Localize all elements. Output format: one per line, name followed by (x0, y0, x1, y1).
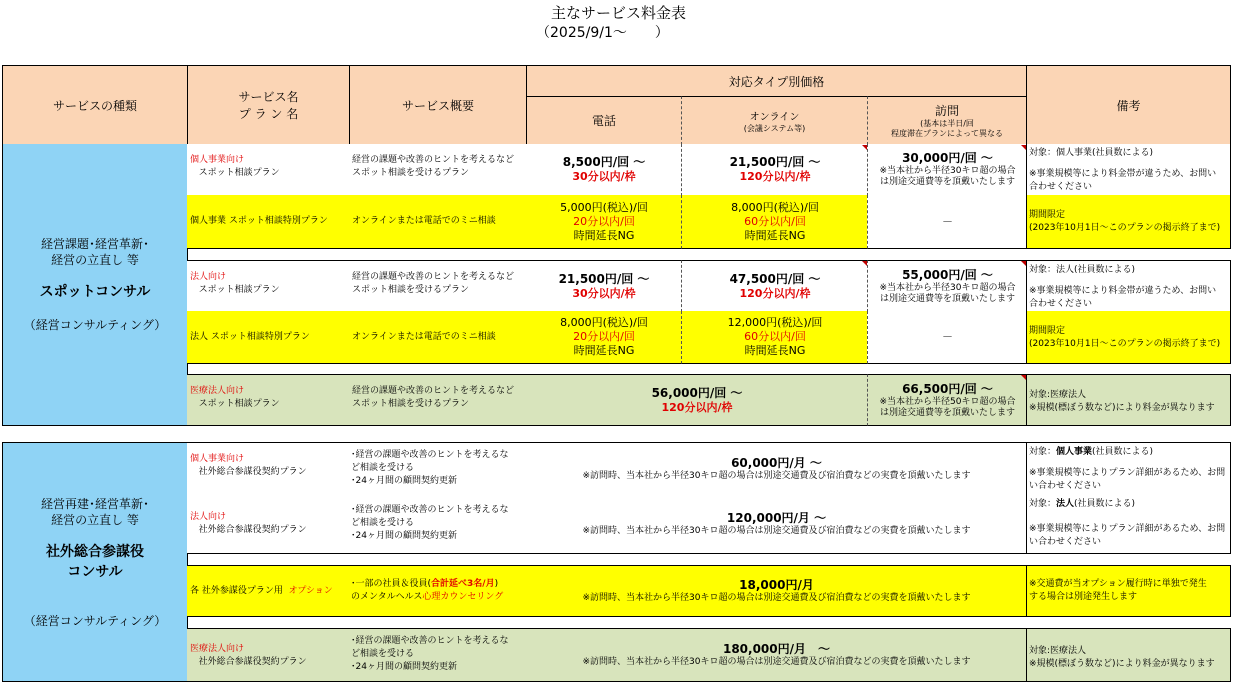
s1-sum2: ど相談を受ける (351, 463, 415, 473)
r3-online-price: 47,500円/回 ～ (729, 271, 821, 286)
header-type: サービスの種類 (2, 65, 188, 145)
s2-rem2: ※事業規模等によりプラン詳細があるため、お問 (1029, 524, 1226, 534)
header-price-by-type: 対応タイプ別価格 (526, 65, 1027, 97)
r2-plan-label: 個人事業 スポット相談特別プラン (190, 216, 328, 226)
r1-phone (526, 144, 682, 196)
r1-summary2: スポット相談を受けるプラン (352, 168, 470, 178)
r4-plan (187, 311, 350, 364)
r5-visit (867, 374, 1027, 426)
r2-rem1: 期間限定 (1029, 210, 1066, 220)
r3-summary1: 経営の課題や改善のヒントを考えるなど (352, 272, 515, 282)
r1-plan (187, 144, 350, 196)
section1-name: スポットコンサル (39, 284, 151, 300)
r5-summary (349, 374, 527, 426)
r3-plan-label: スポット相談プラン (198, 285, 280, 295)
r4-visit-dash: － (942, 330, 953, 343)
s2-sum1: ･経営の課題や改善のヒントを考えるな (351, 505, 509, 515)
r1-remarks (1026, 144, 1231, 196)
r2-summary (349, 195, 527, 249)
header-visit-sub2: 程度滞在プランによって異なる (891, 129, 1003, 138)
section2-line2: 経営の立直し 等 (51, 512, 139, 527)
header-online-sub: (会議システム等) (743, 123, 806, 133)
section1-line2: 経営の立直し 等 (51, 253, 139, 267)
s3-sum1c: ) (494, 579, 499, 589)
r5-visit-price: 66,500円/回 ～ (902, 381, 993, 396)
r5-summary2: スポット相談を受けるプラン (352, 399, 470, 409)
r2-rem2: (2023年10月1日～このプランの掲示終了まで) (1029, 223, 1221, 233)
s2-sum3: ･24ヶ月間の顧問契約更新 (351, 531, 457, 541)
r3-rem2: ※事業規模等により料金帯が違うため、お問い (1029, 286, 1217, 296)
r3-remarks (1026, 260, 1231, 312)
s1-rem1b: 個人事業 (1056, 447, 1093, 457)
r5-tag: 医療法人向け (190, 386, 245, 396)
r3-visit (867, 260, 1027, 312)
r2-phone-price: 5,000円(税込)/回 (560, 200, 648, 214)
r1-visit-price: 30,000円/回 ～ (902, 151, 993, 165)
section2-sub: （経営コンサルティング） (23, 613, 167, 628)
s3-summary (349, 565, 527, 617)
r3-visit-note2: は別途交通費等を頂戴いたします (879, 293, 1015, 304)
s1-plan-label: 社外総合参謀役契約プラン (198, 467, 307, 477)
header-phone: 電話 (526, 96, 682, 145)
s3-sum2b: 心理カウンセリング (422, 592, 504, 602)
r1-rem2: ※事業規模等により料金帯が違うため、お問い (1029, 169, 1217, 179)
r1-summary (349, 144, 527, 196)
r4-remarks (1026, 311, 1231, 364)
header-name-line1: サービス名 (238, 90, 299, 104)
r1-rem1: 対象：個人事業(社員数による) (1029, 148, 1154, 158)
r2-online-price: 8,000円(税込)/回 (731, 200, 819, 214)
s4-sum1: ･経営の課題や改善のヒントを考えるな (351, 636, 509, 646)
r2-phone-note: 時間延長NG (573, 228, 635, 242)
s3-price-note: ※訪問時、当本社から半径30キロ超の場合は別途交通費及び宿泊費などの実費を頂戴いたします (582, 593, 971, 603)
r5-visit-note1: ※当本社から半径50キロ超の場合 (879, 396, 1016, 407)
page-title: 主なサービス料金表 (550, 4, 686, 22)
s1-price (526, 442, 1027, 496)
r4-phone-price: 8,000円(税込)/回 (560, 316, 648, 329)
s2-price-value: 120,000円/月 ～ (726, 511, 827, 525)
r3-summary2: スポット相談を受けるプラン (352, 285, 470, 295)
s3-remarks (1026, 565, 1231, 617)
r1-visit-note2: は別途交通費等を頂戴いたします (879, 177, 1015, 187)
r2-online-note: 時間延長NG (744, 228, 806, 242)
r2-phone (526, 195, 682, 249)
r4-online-note: 時間延長NG (744, 344, 806, 357)
s3-rem2: する場合は別途発生します (1029, 592, 1138, 602)
r3-phone (526, 260, 682, 312)
r1-visit-note1: ※当本社から半径30キロ超の場合 (879, 166, 1016, 176)
r4-visit (867, 311, 1027, 364)
s4-price (526, 628, 1027, 682)
s4-plan (187, 628, 350, 682)
header-visit-label: 訪問 (934, 104, 959, 118)
section1-sub: （経営コンサルティング） (23, 318, 167, 332)
r3-phone-time: 30分以内/枠 (572, 286, 636, 300)
s3-sum1b: 合計延べ3名/月 (431, 579, 495, 589)
s3-rem1: ※交通費が当オプション履行時に単独で発生 (1029, 579, 1207, 589)
r2-visit-dash: － (942, 214, 953, 228)
section2-name2: コンサル (67, 563, 123, 580)
r5-rem2: ※規模(標ぼう数など)により料金が異なります (1029, 403, 1215, 413)
r1-plan-label: スポット相談プラン (198, 168, 280, 178)
header-online-label: オンライン (749, 111, 800, 123)
s3-plan-label: 各 社外参謀役プラン用 (190, 585, 283, 596)
r1-visit (867, 144, 1027, 196)
header-name (187, 65, 350, 145)
s2-rem1c: (社員数による) (1074, 499, 1136, 509)
s2-plan-label: 社外総合参謀役契約プラン (198, 525, 307, 535)
s4-price-note: ※訪問時、当本社から半径30キロ超の場合は別途交通費及び宿泊費などの実費を頂戴いたします (582, 657, 971, 667)
r4-summary (349, 311, 527, 364)
comment-marker (862, 261, 867, 266)
r3-visit-price: 55,000円/回 ～ (902, 267, 993, 282)
r5-price-value: 56,000円/回 ～ (651, 385, 743, 400)
r3-tag: 法人向け (190, 272, 227, 282)
r2-visit (867, 195, 1027, 249)
section2-line1: 経営再建･経営革新･ (40, 496, 149, 511)
section-advisor-consult (2, 442, 188, 682)
r1-online (681, 144, 868, 196)
r3-plan (187, 260, 350, 312)
r4-rem1: 期間限定 (1029, 326, 1066, 336)
s1-rem2: ※事業規模等によりプラン詳細があるため、お問 (1029, 468, 1226, 478)
r4-rem2: (2023年10月1日～このプランの掲示終了まで) (1029, 339, 1221, 349)
r4-online-price: 12,000円(税込)/回 (727, 316, 823, 329)
s2-price-note: ※訪問時、当本社から半径30キロ超の場合は別途交通費及び宿泊費などの実費を頂戴いたします (582, 526, 971, 536)
s3-price (526, 565, 1027, 617)
s1-plan (187, 442, 350, 496)
s3-plan (187, 565, 350, 617)
header-visit (867, 96, 1027, 145)
r1-online-price: 21,500円/回 ～ (729, 155, 821, 169)
r2-summary-label: オンラインまたは電話でのミニ相談 (352, 216, 496, 226)
r4-plan-label: 法人 スポット相談特別プラン (190, 331, 310, 342)
r3-online-time: 120分以内/枠 (739, 286, 811, 300)
r5-remarks (1026, 374, 1231, 426)
s3-sum1a: ･一部の社員＆役員( (351, 579, 432, 589)
s1-rem1a: 対象： (1029, 447, 1057, 457)
s4-price-value: 180,000円/月 ～ (722, 642, 831, 656)
s1-rem1c: (社員数による) (1092, 447, 1154, 457)
r2-phone-time: 20分以内/回 (573, 214, 635, 228)
s3-option: オプション (288, 585, 333, 596)
s1-rem3: い合わせください (1029, 481, 1102, 491)
header-remarks: 備考 (1026, 65, 1231, 145)
r1-rem3: 合わせください (1029, 182, 1093, 192)
r4-phone-time: 20分以内/回 (573, 330, 635, 343)
s4-rem2: ※規模(標ぼう数など)により料金が異なります (1029, 659, 1215, 669)
r1-online-time: 120分以内/枠 (739, 170, 811, 183)
r1-phone-price: 8,500円/回 ～ (562, 155, 646, 169)
r5-rem1: 対象:医療法人 (1029, 390, 1087, 400)
r3-online (681, 260, 868, 312)
s2-summary (349, 495, 527, 554)
r4-phone-note: 時間延長NG (573, 344, 635, 357)
r5-summary1: 経営の課題や改善のヒントを考えるなど (352, 386, 515, 396)
r2-online (681, 195, 868, 249)
header-visit-sub1: (基本は半日/回 (920, 119, 974, 128)
comment-marker (862, 145, 867, 150)
s2-price (526, 495, 1027, 554)
section2-name1: 社外総合参謀役 (46, 543, 144, 560)
r3-rem1: 対象：法人(社員数による) (1029, 265, 1136, 275)
s1-summary (349, 442, 527, 496)
r3-rem3: 合わせください (1029, 299, 1093, 309)
r4-phone (526, 311, 682, 364)
r5-visit-note2: は別途交通費等を頂戴いたします (879, 407, 1015, 418)
r3-summary (349, 260, 527, 312)
r3-phone-price: 21,500円/回 ～ (558, 271, 650, 286)
s2-rem1b: 法人 (1056, 499, 1075, 509)
section1-line1: 経営課題･経営革新･ (40, 237, 149, 251)
r4-summary-label: オンラインまたは電話でのミニ相談 (352, 331, 496, 342)
s1-sum1: ･経営の課題や改善のヒントを考えるな (351, 450, 509, 460)
header-name-line2: プ ラ ン 名 (238, 107, 299, 121)
s2-rem1a: 対象： (1029, 499, 1057, 509)
r5-price (526, 374, 868, 426)
s2-remarks (1026, 495, 1231, 554)
r2-remarks (1026, 195, 1231, 249)
s3-price-value: 18,000円/月 (739, 578, 814, 592)
r4-online (681, 311, 868, 364)
s1-remarks (1026, 442, 1231, 496)
s4-tag: 医療法人向け (190, 644, 245, 654)
s4-sum2: ど相談を受ける (351, 649, 415, 659)
s1-price-note: ※訪問時、当本社から半径30キロ超の場合は別途交通費及び宿泊費などの実費を頂戴いたします (582, 471, 971, 481)
s1-sum3: ･24ヶ月間の顧問契約更新 (351, 476, 457, 486)
s2-rem3: い合わせください (1029, 537, 1102, 547)
header-online (681, 96, 868, 145)
s4-rem1: 対象:医療法人 (1029, 646, 1087, 656)
r5-plan-label: スポット相談プラン (198, 399, 280, 409)
r1-summary1: 経営の課題や改善のヒントを考えるなど (352, 155, 515, 165)
s2-tag: 法人向け (190, 512, 227, 522)
s4-sum3: ･24ヶ月間の顧問契約更新 (351, 662, 457, 672)
s4-summary (349, 628, 527, 682)
r5-price-time: 120分以内/枠 (661, 400, 733, 414)
r1-phone-time: 30分以内/枠 (572, 170, 636, 183)
r4-online-time: 60分以内/回 (744, 330, 806, 343)
s1-tag: 個人事業向け (190, 454, 245, 464)
r5-plan (187, 374, 350, 426)
r1-tag: 個人事業向け (190, 155, 245, 165)
section2-name (46, 542, 144, 582)
r3-visit-note1: ※当本社から半径30キロ超の場合 (879, 282, 1016, 293)
s3-sum2a: のメンタルヘルス (351, 592, 423, 602)
page-subtitle: （2025/9/1～ ） (536, 25, 669, 41)
s2-sum2: ど相談を受ける (351, 518, 415, 528)
s1-price-value: 60,000円/月 ～ (731, 456, 822, 470)
s4-remarks (1026, 628, 1231, 682)
s2-plan (187, 495, 350, 554)
r2-plan (187, 195, 350, 249)
s4-plan-label: 社外総合参謀役契約プラン (198, 657, 307, 667)
header-summary: サービス概要 (349, 65, 527, 145)
section-spot-consult (2, 144, 188, 426)
r2-online-time: 60分以内/回 (744, 214, 806, 228)
